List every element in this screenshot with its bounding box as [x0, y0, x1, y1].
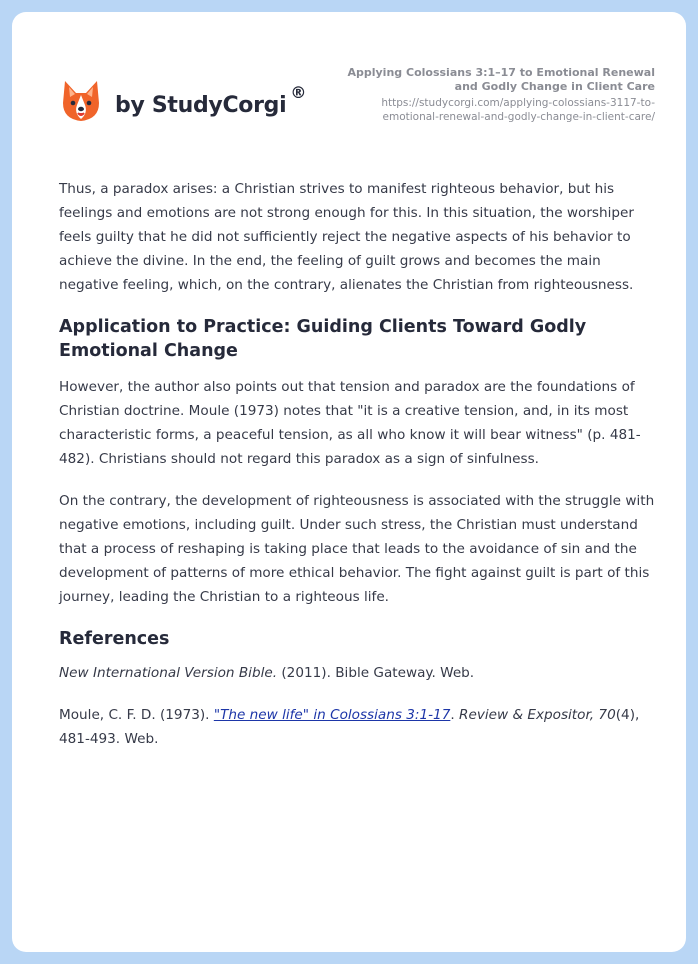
document-content [59, 177, 659, 769]
reference-moule-separator: . [450, 707, 460, 723]
corgi-icon [61, 79, 101, 123]
reference-moule-authors: Moule, C. F. D. (1973). [59, 707, 214, 723]
heading-application: Application to Practice: Guiding Clients Toward Godly Emotional Change [59, 317, 587, 361]
paragraph-righteousness: On the contrary, the development of righteousness is associated with the struggle with negative emotions, including guilt. Under such stress, the Christian must understand that a process of reshaping is taking place that leads to the avoidance of sin and the development of patterns of more ethical behavior. The fight against guilt is part of this journey, leading the Christian to a righteous life. [59, 493, 655, 605]
paragraph-tension: However, the author also points out that tension and paradox are the foundations of Christian doctrine. Moule (1973) notes that "it is a creative tension, and, in its most characteristic forms, a peaceful tension, as all who know it will bear witness" (p. 481-482). Christians should not regard this paradox as a sign of sinfulness. [59, 379, 641, 467]
document-title: Applying Colossians 3:1–17 to Emotional Renewal and Godly Change in Client Care [347, 66, 655, 93]
reference-bible [59, 661, 659, 685]
reference-moule [59, 703, 659, 751]
document-url[interactable]: https://studycorgi.com/applying-colossians-3117-to-emotional-renewal-and-godly-change-in-client-care/ [381, 97, 655, 123]
logo-text: by StudyCorgi [115, 92, 287, 118]
reference-moule-link[interactable]: "The new life" in Colossians 3:1-17 [213, 707, 451, 723]
heading-references: References [59, 629, 170, 649]
studycorgi-logo[interactable] [61, 76, 306, 126]
paragraph-paradox: Thus, a paradox arises: a Christian strives to manifest righteous behavior, but his feelings and emotions are not strong enough for this. In this situation, the worshiper feels guilty that he did not sufficiently reject the negative aspects of his behavior to achieve the divine. In the end, the feeling of guilt grows and becomes the main negative feeling, which, on the contrary, alienates the Christian from righteousness. [59, 181, 634, 293]
registered-mark: ® [290, 82, 307, 102]
document-page [12, 12, 686, 952]
reference-moule-rest: (4), 481-493. Web. [59, 707, 640, 747]
reference-bible-rest: (2011). Bible Gateway. Web. [277, 665, 475, 681]
reference-moule-journal: Review & Expositor, 70 [459, 707, 616, 723]
document-header-info [325, 66, 655, 124]
reference-bible-title: New International Version Bible. [59, 665, 278, 681]
